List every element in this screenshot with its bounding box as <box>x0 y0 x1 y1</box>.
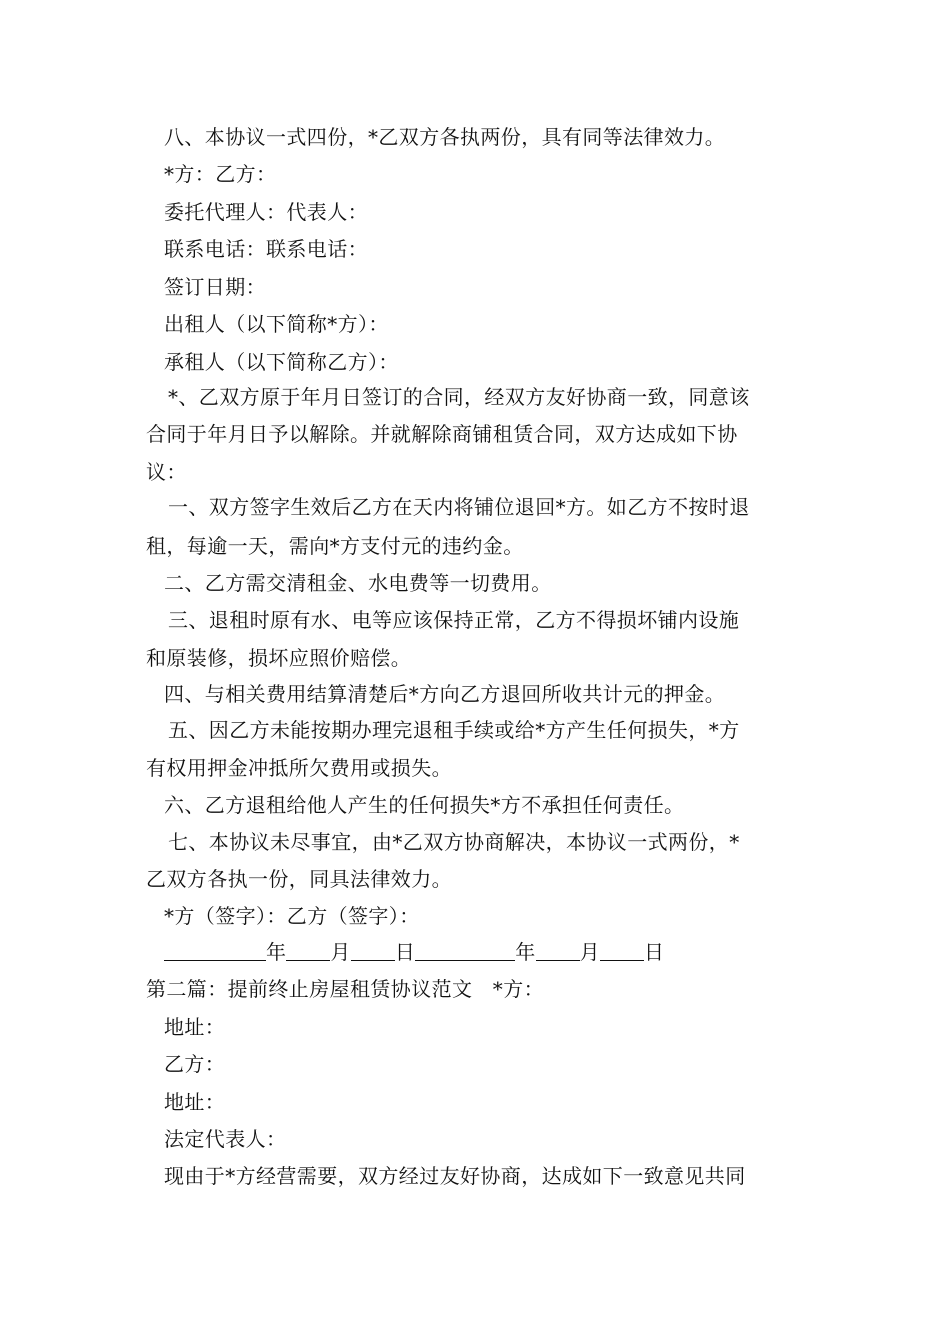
legal-rep-label: 法定代表人： <box>164 1127 287 1151</box>
clause-8: 八、本协议一式四份，*乙双方各执两份，具有同等法律效力。 <box>164 125 726 149</box>
blank-field <box>286 940 330 961</box>
blank-field <box>351 940 395 961</box>
address-label: 地址： <box>164 1090 226 1114</box>
clause-5-line-2: 有权用押金冲抵所欠费用或损失。 <box>146 756 452 780</box>
clause-3-line-1: 三、退租时原有水、电等应该保持正常，乙方不得损坏铺内设施 <box>168 608 740 632</box>
clause-4: 四、与相关费用结算清楚后*方向乙方退回所收共计元的押金。 <box>164 682 726 706</box>
clause-6: 六、乙方退租给他人产生的任何损失*方不承担任何责任。 <box>164 793 685 817</box>
year-label: 年 <box>515 940 536 964</box>
signing-date-label: 签订日期： <box>164 275 266 299</box>
blank-field <box>536 940 580 961</box>
party-labels: *方：乙方： <box>164 162 277 186</box>
agent-labels: 委托代理人：代表人： <box>164 200 368 224</box>
day-label: 日 <box>394 940 416 964</box>
month-label: 月 <box>579 940 601 964</box>
phone-labels: 联系电话：联系电话： <box>164 237 368 261</box>
blank-field <box>600 940 644 961</box>
address-label: 地址： <box>164 1015 226 1039</box>
clause-7-line-1: 七、本协议未尽事宜，由*乙双方协商解决，本协议一式两份，* <box>168 830 740 854</box>
signature-labels: *方（签字）：乙方（签字）： <box>164 904 420 928</box>
preamble-line-3: 议： <box>146 460 187 484</box>
date-blank-line <box>164 939 824 965</box>
month-label: 月 <box>330 940 351 964</box>
clause-1-line-2: 租，每逾一天，需向*方支付元的违约金。 <box>146 534 524 558</box>
clause-5-line-1: 五、因乙方未能按期办理完退租手续或给*方产生任何损失，*方 <box>168 718 740 742</box>
preamble-line-1: *、乙双方原于年月日签订的合同，经双方友好协商一致，同意该 <box>168 385 750 409</box>
lessor-label: 出租人（以下简称*方）： <box>164 312 389 336</box>
blank-field <box>415 940 515 961</box>
lessee-label: 承租人（以下简称乙方）： <box>164 350 399 374</box>
clause-2: 二、乙方需交清租金、水电费等一切费用。 <box>164 571 552 595</box>
day-label: 日 <box>644 940 665 964</box>
blank-field <box>164 940 266 961</box>
clause-7-line-2: 乙双方各执一份，同具法律效力。 <box>146 867 452 891</box>
preamble-line-2: 合同于年月日予以解除。并就解除商铺租赁合同，双方达成如下协 <box>146 422 738 446</box>
year-label: 年 <box>266 940 287 964</box>
section-2-heading: 第二篇：提前终止房屋租赁协议范文 *方： <box>146 977 544 1001</box>
clause-1-line-1: 一、双方签字生效后乙方在天内将铺位退回*方。如乙方不按时退 <box>168 495 750 519</box>
clause-3-line-2: 和原装修，损坏应照价赔偿。 <box>146 646 412 670</box>
body-paragraph: 现由于*方经营需要，双方经过友好协商，达成如下一致意见共同 <box>164 1164 746 1188</box>
party-b-label: 乙方： <box>164 1052 226 1076</box>
